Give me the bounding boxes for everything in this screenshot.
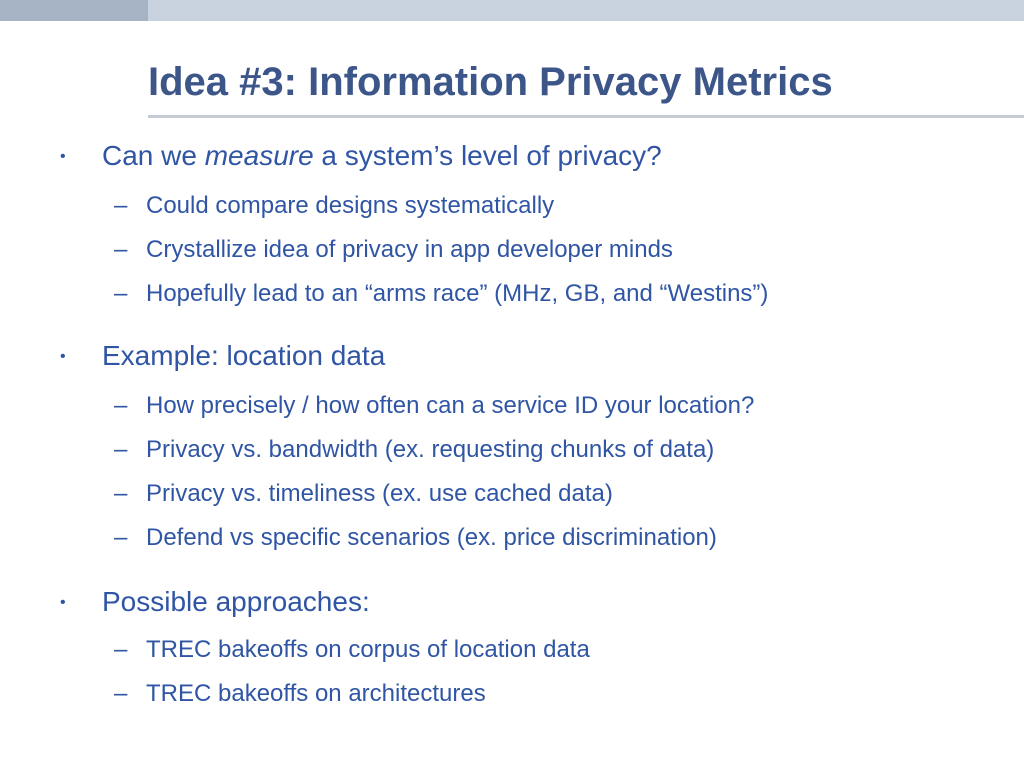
sub-marker: –: [114, 192, 128, 219]
sub-marker: –: [114, 524, 128, 551]
sub-bullet-text: Crystallize idea of privacy in app developer minds: [146, 236, 673, 263]
sub-marker: –: [114, 636, 128, 663]
bullet-text-emphasis: measure: [204, 140, 314, 171]
sub-bullet-text: Could compare designs systematically: [146, 192, 555, 219]
sub-marker: –: [114, 480, 128, 507]
bullet-marker: •: [60, 348, 66, 365]
bullet-marker: •: [60, 148, 66, 165]
bullet-text-after: a system’s level of privacy?: [313, 140, 662, 171]
sub-marker: –: [114, 436, 128, 463]
bullet-text: Example: location data: [102, 340, 386, 371]
bullet-marker: •: [60, 594, 66, 611]
slide-title: Idea #3: Information Privacy Metrics: [148, 60, 833, 104]
sub-bullet-text: Privacy vs. timeliness (ex. use cached data): [146, 480, 613, 507]
bullet-text: [102, 140, 662, 172]
sub-marker: –: [114, 392, 128, 419]
sub-bullet-text: How precisely / how often can a service ID your location?: [146, 392, 755, 419]
sub-bullet-text: Defend vs specific scenarios (ex. price discrimination): [146, 524, 717, 551]
sub-marker: –: [114, 280, 128, 307]
sub-marker: –: [114, 680, 128, 707]
sub-bullet-text: Privacy vs. bandwidth (ex. requesting chunks of data): [146, 436, 715, 463]
sub-bullet-text: TREC bakeoffs on corpus of location data: [146, 636, 590, 663]
bullet-text: Possible approaches:: [102, 586, 370, 617]
sub-bullet-text: TREC bakeoffs on architectures: [146, 680, 486, 707]
sub-bullet-text: Hopefully lead to an “arms race” (MHz, GB, and “Westins”): [146, 280, 769, 307]
bullet-text-before: Can we: [102, 140, 205, 171]
sub-marker: –: [114, 236, 128, 263]
